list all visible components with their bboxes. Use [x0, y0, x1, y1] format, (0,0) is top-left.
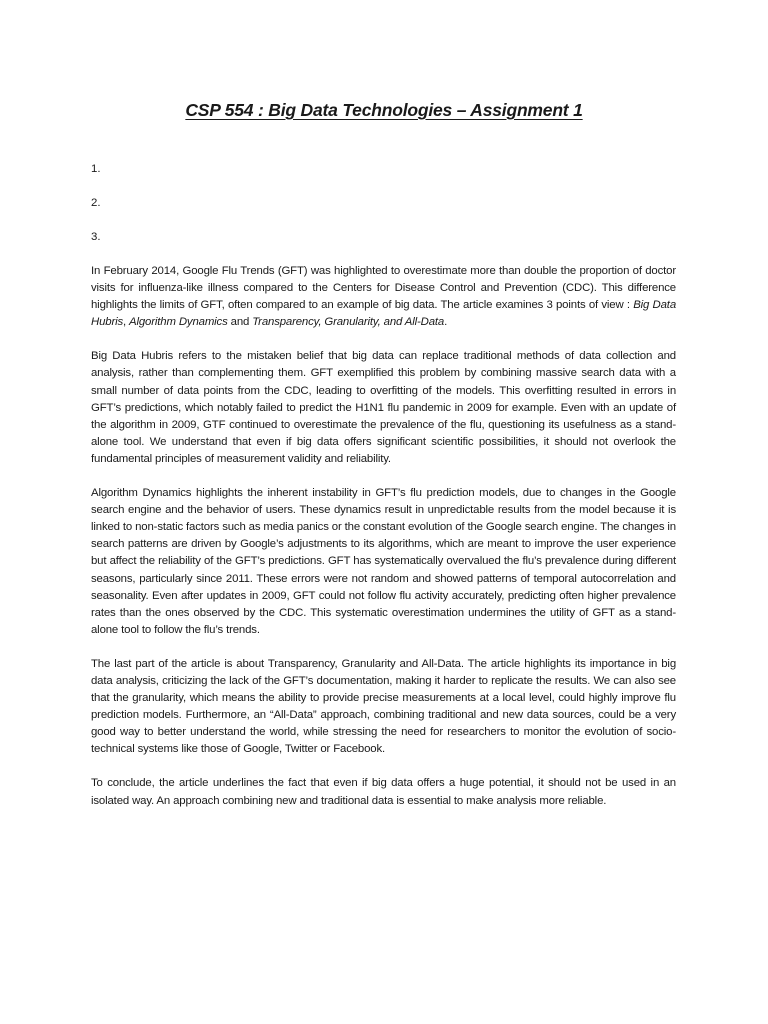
intro-separator-2: and	[227, 316, 253, 329]
paragraph-algorithm-dynamics: Algorithm Dynamics highlights the inherent instability in GFT’s flu prediction models, due to changes in the Google search engine and the behavior of users. These dynamics result in unpredictable results from the model because it is linked to non-static factors such as media panics or the constant evolution of the Google search engine. The changes in search patterns are driven by Google’s adjustments to its algorithms, which are meant to improve the user experience but affect the reliability of the GFT’s predictions. GFT has systematically overvalued the flu’s prevalence during different seasons, particularly since 2011. These errors were not random and showed patterns of temporal autocorrelation and seasonality. Even after updates in 2009, GFT could not follow flu activity accurately, predicting often higher prevalence rates than the ones observed by the CDC. This systematic overestimation undermines the utility of GFT as a stand-alone tool to follow the flu’s trends.	[91, 487, 676, 636]
intro-separator-1: ,	[123, 316, 130, 329]
list-number-3: 3.	[91, 231, 101, 243]
list-number-2: 2.	[91, 197, 101, 209]
list-number-1: 1.	[91, 163, 101, 175]
intro-text: In February 2014, Google Flu Trends (GFT) was highlighted to overestimate more than double the proportion of doctor visits for influenza-like illness compared to the Centers for Disease Control and Prevention (CDC). This difference highlights the limits of GFT, often compared to an example of big data. The article examines 3 points of view :	[91, 265, 676, 312]
intro-italic-algorithm: Algorithm Dynamics	[129, 316, 228, 329]
paragraph-conclusion: To conclude, the article underlines the fact that even if big data offers a huge potential, it should not be used in an isolated way. An approach combining new and traditional data is essential to make analysis more reliable.	[91, 777, 676, 807]
intro-italic-hubris: Big Data Hubris	[91, 299, 676, 329]
intro-paragraph	[91, 263, 676, 331]
paragraph-big-data-hubris: Big Data Hubris refers to the mistaken belief that big data can replace traditional methods of data collection and analysis, rather than complementing them. GFT exemplified this problem by combining massive search data with a small number of data points from the CDC, leading to overfitting of the models. This overfitting resulted in errors in GFT’s predictions, which notably failed to predict the H1N1 flu pandemic in 2009 for example. Even with an update of the algorithm in 2009, GTF continued to overestimate the prevalence of the flu, questioning its usefulness as a stand-alone tool. We understand that even if big data offers significant scientific possibilities, it should not overlook the fundamental principles of measurement validity and reliability.	[91, 350, 676, 465]
document-title: CSP 554 : Big Data Technologies – Assignment 1	[185, 100, 583, 120]
intro-italic-transparency: Transparency, Granularity, and All-Data	[252, 316, 445, 329]
paragraph-transparency: The last part of the article is about Transparency, Granularity and All-Data. The article highlights its importance in big data analysis, criticizing the lack of the GFT’s documentation, making it harder to replicate the results. We can also see that the granularity, which means the ability to provide precise measurements at a local level, could highly improve flu prediction models. Furthermore, an “All-Data” approach, combining traditional and new data sources, could be a very good way to better understand the world, while stressing the need for researchers to monitor the evolution of socio-technical systems like those of Google, Twitter or Facebook.	[91, 657, 676, 756]
document-body	[91, 161, 676, 827]
intro-end: .	[444, 316, 448, 329]
